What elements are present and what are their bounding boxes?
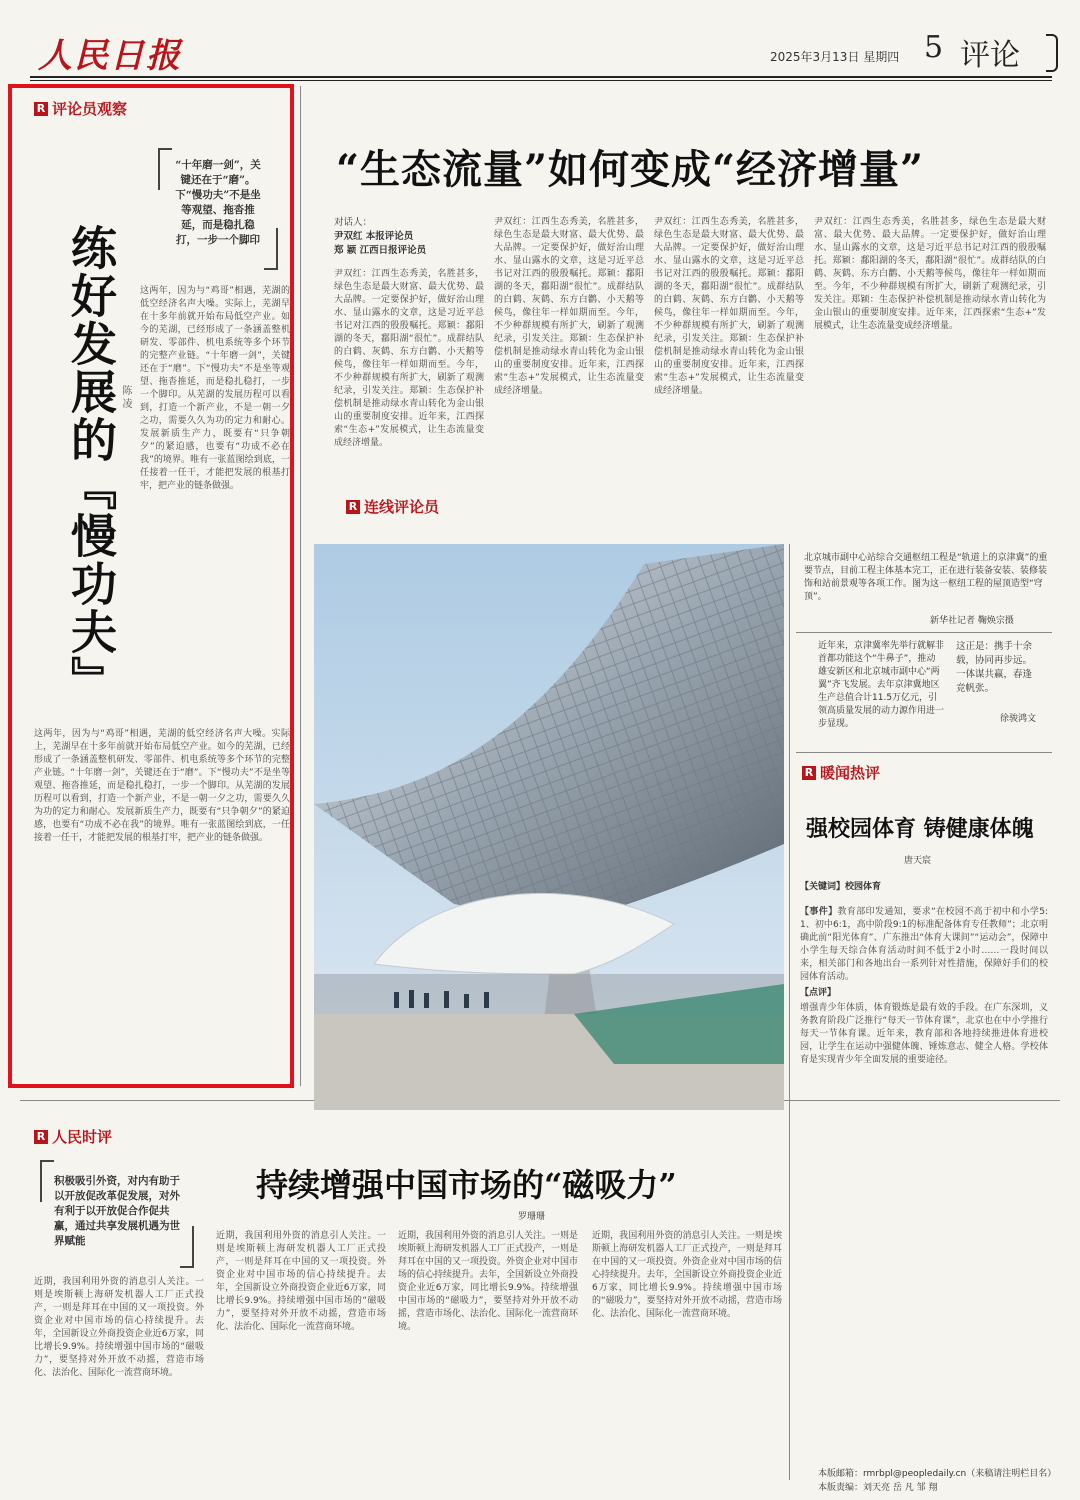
main-article-body-col3: 尹双红：江西生态秀美，名胜甚多，绿色生态是最大财富、最大优势、最大品牌。一定要保护好，做好治山理水、显山露水的文章，这是习近平总书记对江西的殷殷嘱托。郑颖：鄱阳湖的冬天，鄱阳湖“很忙”。成群结队的白鹤、灰鹤、东方白鹳、小天鹅等候鸟，像往年一样如期而至。今年，不少种群规模有所扩大，刷新了观测纪录，引发关注。郑颖：生态保护补偿机制是推动绿水青山转化为金山银山的重要制度安排。近年来，江西探索“生态+”发展模式，让生态流量变成经济增量。 <box>654 217 804 396</box>
column-header-label: 连线评论员 <box>364 498 440 516</box>
section-bracket <box>1046 34 1058 72</box>
side-headline: 强校园体育 铸健康体魄 <box>806 816 1034 842</box>
main-article-body-col2: 尹双红：江西生态秀美，名胜甚多，绿色生态是最大财富、最大优势、最大品牌。一定要保护好，做好治山理水、显山露水的文章，这是习近平总书记对江西的殷殷嘱托。郑颖：鄱阳湖的冬天，鄱阳湖“很忙”。成群结队的白鹤、灰鹤、东方白鹳、小天鹅等候鸟，像往年一样如期而至。今年，不少种群规模有所扩大，刷新了观测纪录，引发关注。郑颖：生态保护补偿机制是推动绿水青山转化为金山银山的重要制度安排。近年来，江西探索“生态+”发展模式，让生态流量变成经济增量。 <box>494 217 644 396</box>
news-photo-station-canopy <box>314 544 784 1110</box>
article-body-upper: 这两年，因为与“鸡哥”相遇，芜湖的低空经济名声大噪。实际上，芜湖早在十多年前就开始布局低空产业。如今的芜湖，已经形成了一条涵盖整机研发、零部件、机电系统等多个环节的完整产业链。“十年磨一剑”，关键还在于“磨”。下“慢功夫”不是坐等观望、拖沓推延，而是稳扎稳打，一步一个脚印。从芜湖的发展历程可以看到，打造一个新产业，不是一朝一夕之功，需要久久为功的定力和耐心。发展新质生产力，既要有“只争朝夕”的紧迫感，也要有“功成不必在我”的境界。唯有一张蓝图绘到底，一任接着一任干，才能把发展的根基打牢，把产业的链条做强。 <box>140 286 290 491</box>
article-title-vertical: 练好发展的『慢功夫』 <box>64 224 118 704</box>
station-illustration <box>314 544 784 1110</box>
column-header-label: 评论员观察 <box>52 100 128 118</box>
newspaper-logo: 人民日报 <box>38 36 182 76</box>
page-number: 5 <box>924 30 944 65</box>
article-author: 陈 凌 <box>120 385 131 409</box>
poem-author: 徐骏鸿文 <box>1000 714 1037 724</box>
poem-verse: 这正是：携手十余载，协同再步远。一体谋共赢，春逢竞帆张。 <box>956 641 1033 694</box>
column-header-people <box>34 1126 112 1147</box>
column-header-warm <box>802 762 880 783</box>
column-header-label: 暖闻热评 <box>820 764 881 782</box>
weekday-text: 星期四 <box>863 50 900 64</box>
bottom-author: 罗珊珊 <box>518 1212 546 1222</box>
column-tag-icon: R <box>802 766 816 780</box>
section-divider <box>796 752 1052 753</box>
bottom-body-col1: 近期，我国利用外资的消息引人关注。一则是埃斯顿上海研发机器人工厂正式投产，一则是拜耳在中国的又一项投资。外资企业对中国市场的信心持续提升。去年，全国新设立外商投资企业近6万家，同比增长9.9%。持续增强中国市场的“磁吸力”，要坚持对外开放不动摇，营造市场化、法治化、国际化一流营商环境。 <box>34 1277 204 1378</box>
bottom-body-col2: 近期，我国利用外资的消息引人关注。一则是埃斯顿上海研发机器人工厂正式投产，一则是拜耳在中国的又一项投资。外资企业对中国市场的信心持续提升。去年，全国新设立外商投资企业近6万家，同比增长9.9%。持续增强中国市场的“磁吸力”，要坚持对外开放不动摇，营造市场化、法治化、国际化一流营商环境。 <box>216 1231 386 1332</box>
caption-divider <box>796 632 1052 633</box>
footer-editors: 本版责编：刘天亮 岳 凡 邹 翔 <box>818 1483 938 1493</box>
side-author: 唐天宸 <box>904 856 932 866</box>
column-tag-icon: R <box>34 102 48 116</box>
quote-corner-top <box>40 1160 54 1202</box>
column-tag-icon: R <box>34 1130 48 1144</box>
masthead-rule <box>30 76 1052 78</box>
bottom-body-col4: 近期，我国利用外资的消息引人关注。一则是埃斯顿上海研发机器人工厂正式投产，一则是拜耳在中国的又一项投资。外资企业对中国市场的信心持续提升。去年，全国新设立外商投资企业近6万家，同比增长9.9%。持续增强中国市场的“磁吸力”，要坚持对外开放不动摇，营造市场化、法治化、国际化一流营商环境。 <box>592 1231 782 1319</box>
column-divider <box>300 86 301 1086</box>
masthead-rule-thin <box>30 80 1052 81</box>
comment-label: 【点评】 <box>800 988 837 998</box>
highlight-box <box>8 84 294 1088</box>
section-title: 评论 <box>960 38 1020 73</box>
participant-2: 郑 颖 江西日报评论员 <box>334 245 427 256</box>
main-article-body-col1: 尹双红：江西生态秀美，名胜甚多，绿色生态是最大财富、最大优势、最大品牌。一定要保护好，做好治山理水、显山露水的文章，这是习近平总书记对江西的殷殷嘱托。郑颖：鄱阳湖的冬天，鄱阳湖“很忙”。成群结队的白鹤、灰鹤、东方白鹳、小天鹅等候鸟，像往年一样如期而至。今年，不少种群规模有所扩大，刷新了观测纪录，引发关注。郑颖：生态保护补偿机制是推动绿水青山转化为金山银山的重要制度安排。近年来，江西探索“生态+”发展模式，让生态流量变成经济增量。 <box>334 269 484 448</box>
quote-corner-bottom <box>180 1226 194 1268</box>
column-header-label: 人民时评 <box>52 1128 113 1146</box>
side-keyword: 【关键词】校园体育 <box>800 882 882 892</box>
photo-caption: 北京城市副中心站综合交通枢纽工程是“轨道上的京津冀”的重要节点，目前工程主体基本完工，正在进行装备安装、装修装饰和站前景观等各项工作。图为这一枢纽工程的屋顶造型“穹顶”。 <box>804 553 1048 602</box>
participants-label: 对话人： <box>334 217 373 228</box>
photo-credit: 新华社记者 鞠焕宗摄 <box>930 616 1014 626</box>
issue-date <box>770 48 899 65</box>
column-header-linked <box>346 496 439 517</box>
pull-quote-bottom: 积极吸引外资，对内有助于以开放促改革促发展，对外有利于以开放促合作促共赢，通过共享发展机遇为世界赋能 <box>54 1175 180 1247</box>
participants <box>334 216 484 258</box>
main-headline: “生态流量”如何变成“经济增量” <box>336 146 925 193</box>
bottom-headline: 持续增强中国市场的“磁吸力” <box>256 1166 677 1204</box>
column-tag-icon: R <box>346 500 360 514</box>
side-comment: 增强青少年体质，体育锻炼是最有效的手段。在广东深圳，义务教育阶段广泛推行“每天一节体育课”，北京也在中小学推行每天一节体育课。近年来，教育部和各地持续推进体育进校园，让学生在运动中强健体魄、锤炼意志、健全人格。学校体育是实现青少年全面发展的重要途径。 <box>800 1003 1048 1065</box>
main-article-body-col4: 尹双红：江西生态秀美，名胜甚多，绿色生态是最大财富、最大优势、最大品牌。一定要保护好，做好治山理水、显山露水的文章，这是习近平总书记对江西的殷殷嘱托。郑颖：鄱阳湖的冬天，鄱阳湖“很忙”。成群结队的白鹤、灰鹤、东方白鹳、小天鹅等候鸟，像往年一样如期而至。今年，不少种群规模有所扩大，刷新了观测纪录，引发关注。郑颖：生态保护补偿机制是推动绿水青山转化为金山银山的重要制度安排。近年来，江西探索“生态+”发展模式，让生态流量变成经济增量。 <box>814 217 1046 331</box>
side-event <box>800 906 1048 982</box>
date-text: 2025年3月13日 <box>770 50 860 64</box>
participant-1: 尹双红 本报评论员 <box>334 231 414 242</box>
footer-email: 本版邮箱：rmrbpl@peopledaily.cn（来稿请注明栏目名） <box>818 1469 1057 1479</box>
column-divider <box>789 544 790 1480</box>
pull-quote: “十年磨一剑”，关键还在于“磨”。下“慢功夫”不是坐等观望、拖沓推延，而是稳扎稳打，一步一个脚印 <box>175 159 261 246</box>
event-text: 教育部印发通知，要求“在校园不高于初中和小学5:1、初中6:1，高中阶段9:1的标准配备体育专任教师”；北京明确此前“阳光体育”、广东推出“体育大课间”“运动会”，保障中小学生每天综合体育活动时间不低于2小时……一段时间以来，相关部门和各地出台一系列针对性措施，保障好手们的校园体育活动。 <box>800 907 1048 982</box>
event-label: 【事件】 <box>800 907 838 917</box>
poem-intro: 近年来，京津冀率先举行就解非首都功能这个“牛鼻子”，推动雄安新区和北京城市副中心“两翼”齐飞发展。去年京津冀地区生产总值合计11.5万亿元，引领高质量发展的动力源作用进一步显现。 <box>818 641 945 729</box>
article-body-lower: 这两年，因为与“鸡哥”相遇，芜湖的低空经济名声大噪。实际上，芜湖早在十多年前就开始布局低空产业。如今的芜湖，已经形成了一条涵盖整机研发、零部件、机电系统等多个环节的完整产业链。“十年磨一剑”，关键还在于“磨”。下“慢功夫”不是坐等观望、拖沓推延，而是稳扎稳打，一步一个脚印。从芜湖的发展历程可以看到，打造一个新产业，不是一朝一夕之功，需要久久为功的定力和耐心。发展新质生产力，既要有“只争朝夕”的紧迫感，也要有“功成不必在我”的境界。唯有一张蓝图绘到底，一任接着一任干，才能把发展的根基打牢，把产业的链条做强。 <box>34 729 290 843</box>
bottom-body-col3: 近期，我国利用外资的消息引人关注。一则是埃斯顿上海研发机器人工厂正式投产，一则是拜耳在中国的又一项投资。外资企业对中国市场的信心持续提升。去年，全国新设立外商投资企业近6万家，同比增长9.9%。持续增强中国市场的“磁吸力”，要坚持对外开放不动摇，营造市场化、法治化、国际化一流营商环境。 <box>398 1231 579 1332</box>
